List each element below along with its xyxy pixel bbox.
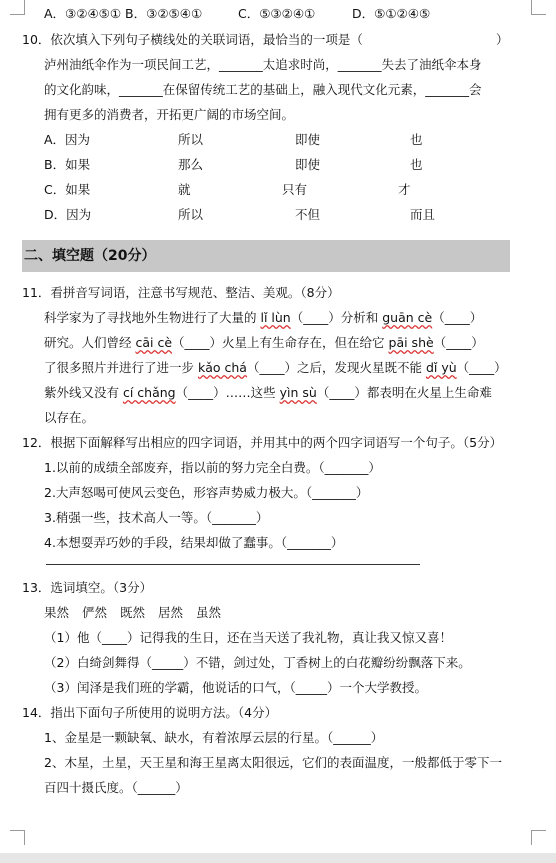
q11-line <box>44 383 556 403</box>
option-label: D．因为 <box>44 207 92 222</box>
option-word: 才 <box>398 182 411 197</box>
page-corner-mark <box>10 0 25 15</box>
option-d: D．⑤①②④⑤ <box>352 6 431 21</box>
pinyin: guān cè <box>382 310 433 325</box>
q11-line <box>44 358 556 378</box>
page-corner-mark <box>531 830 546 845</box>
q10-stem: 10．依次填入下列句子横线处的关联词语，最恰当的一项是（ <box>22 32 363 47</box>
text: 研究。人们曾经 <box>44 335 136 350</box>
option-word: 所以 <box>178 132 204 147</box>
word-choice: 虽然 <box>196 605 222 620</box>
q13-stem: 13．选词填空。（3分） <box>22 580 153 595</box>
page-corner-mark <box>531 0 546 15</box>
option-label: A．因为 <box>44 132 91 147</box>
option-word: 不但 <box>295 207 321 222</box>
text: 科学家为了寻找地外生物进行了大量的 <box>44 310 261 325</box>
option-word: 只有 <box>282 182 308 197</box>
page-bottom-strip <box>0 853 556 863</box>
option-a-b: A．③②④⑤① B．③②⑤④① <box>44 6 203 21</box>
q14-stem: 14．指出下面句子所使用的说明方法。（4分） <box>22 705 278 720</box>
q12-item: 2.大声怒喝可使风云变色，形容声势威力极大。（_______） <box>44 485 369 500</box>
page-corner-mark <box>10 830 25 845</box>
text: （____）……这些 <box>175 385 280 400</box>
q10-stem-bracket: ） <box>496 32 509 47</box>
q11-line <box>44 308 556 328</box>
text: 了很多照片并进行了进一步 <box>44 360 198 375</box>
pinyin: pāi shè <box>388 335 434 350</box>
q13-item: （1）他（____）记得我的生日，还在当天送了我礼物，真让我又惊又喜！ <box>44 630 452 645</box>
option-word: 即使 <box>295 157 321 172</box>
option-word: 即使 <box>295 132 321 147</box>
q14-item: 百四十摄氏度。（______） <box>44 780 188 795</box>
q14-item: 1、金星是一颗缺氧、缺水，有着浓厚云层的行星。（______） <box>44 730 384 745</box>
q13-item: （2）白绮剑舞得（_____）不错，剑过处，丁香树上的白花瓣纷纷飘落下来。 <box>44 655 471 670</box>
text: （____）分析和 <box>290 310 383 325</box>
option-word: 而且 <box>410 207 436 222</box>
option-word: 所以 <box>178 207 204 222</box>
pinyin: cí chǎng <box>122 385 176 400</box>
q12-item: 1.以前的成绩全部废弃，指以前的努力完全白费。（_______） <box>44 460 381 475</box>
word-choice: 俨然 <box>82 605 108 620</box>
section-title: 二、填空题（20分） <box>24 248 156 264</box>
text: （____）之后，发现火星既不能 <box>246 360 426 375</box>
answer-line <box>46 564 420 565</box>
option-word: 也 <box>410 132 423 147</box>
text: （____） <box>433 335 484 350</box>
text: （____）火星上有生命存在，但在给它 <box>172 335 389 350</box>
option-word: 就 <box>178 182 191 197</box>
pinyin: yìn sù <box>279 385 317 400</box>
pinyin: kǎo chá <box>197 360 247 375</box>
option-c: C．⑤③②④① <box>238 6 316 21</box>
q11-line <box>44 333 556 353</box>
q14-item: 2、木星，土星，天王星和海王星离太阳很远，它们的表面温度，一般都低于零下一 <box>44 755 502 770</box>
word-choice: 居然 <box>158 605 184 620</box>
q12-item: 4.本想耍弄巧妙的手段，结果却做了蠢事。（_______） <box>44 535 344 550</box>
option-word: 那么 <box>178 157 204 172</box>
word-choice: 果然 <box>44 605 70 620</box>
q11-stem: 11．看拼音写词语，注意书写规范、整洁、美观。（8分） <box>22 285 340 300</box>
q12-stem: 12．根据下面解释写出相应的四字词语，并用其中的两个四字词语写一个句子。（5分） <box>22 435 503 450</box>
pinyin: lǐ lùn <box>260 310 291 325</box>
text: （____）都表明在火星上生命难 <box>316 385 492 400</box>
q10-passage-line: 的文化韵味，_______在保留传统工艺的基础上，融入现代文化元素，_______会 <box>44 82 482 97</box>
q11-line: 以存在。 <box>44 410 95 425</box>
text: （____） <box>432 310 483 325</box>
q10-passage-line: 泸州油纸伞作为一项民间工艺，_______太追求时尚，_______失去了油纸伞本身 <box>44 57 482 72</box>
q13-item: （3）闰泽是我们班的学霸，他说话的口气，（_____）一个大学教授。 <box>44 680 427 695</box>
q10-passage-line: 拥有更多的消费者，开拓更广阔的市场空间。 <box>44 107 295 122</box>
word-choice: 既然 <box>120 605 146 620</box>
pinyin: cāi cè <box>135 335 173 350</box>
q12-item: 3.稍强一些，技术高人一等。（_______） <box>44 510 269 525</box>
text: 紫外线又没有 <box>44 385 123 400</box>
pinyin: dǐ yù <box>425 360 457 375</box>
text: （____） <box>456 360 507 375</box>
option-word: 也 <box>410 157 423 172</box>
option-label: B．如果 <box>44 157 91 172</box>
option-label: C．如果 <box>44 182 91 197</box>
